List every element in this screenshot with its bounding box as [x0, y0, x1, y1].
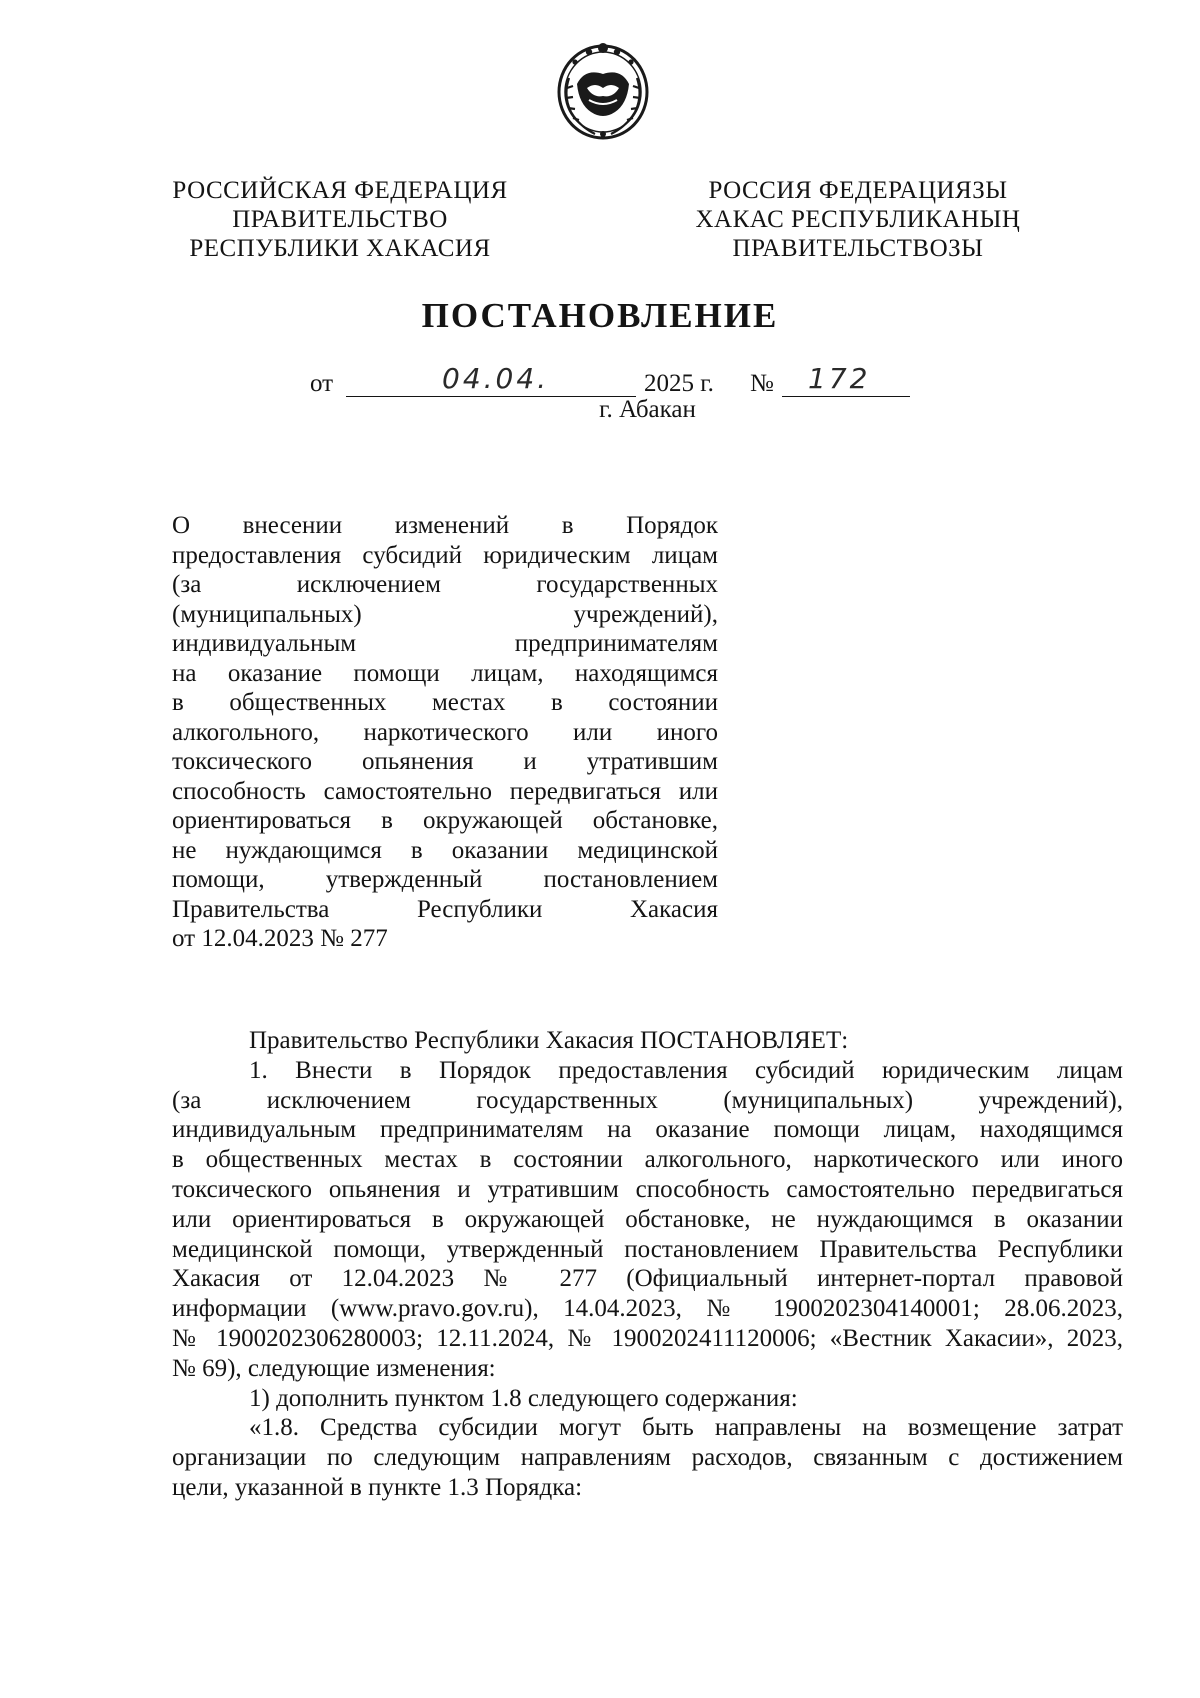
body-line: в общественных местах в состоянии алкогольного, наркотического или иного [172, 1146, 1123, 1174]
body-line: (за исключением государственных (муниципальных) учреждений), [172, 1086, 1123, 1114]
header-left-line: РЕСПУБЛИКИ ХАКАСИЯ [189, 235, 491, 262]
from-label: от [310, 370, 334, 397]
body-line: организации по следующим направлениям расходов, связанным с достижением [172, 1444, 1123, 1472]
date-number-line [310, 362, 910, 400]
title-line: алкогольного, наркотического или иного [172, 718, 718, 746]
body-line: информации (www.pravo.gov.ru), 14.04.2023, № 1900202304140001; 28.06.2023, [172, 1295, 1123, 1323]
coat-of-arms-emblem [555, 38, 651, 142]
title-line: от 12.04.2023 № 277 [172, 925, 388, 952]
title-line: способность самостоятельно передвигаться или [172, 777, 718, 805]
title-line: (за исключением государственных [172, 571, 718, 598]
body-line: цели, указанной в пункте 1.3 Порядка: [172, 1473, 583, 1501]
title-line: на оказание помощи лицам, находящимся [172, 659, 718, 687]
body-line: «1.8. Средства субсидии могут быть направлены на возмещение затрат [249, 1414, 1123, 1442]
body-line: медицинской помощи, утвержденный постановлением Правительства Республики [172, 1235, 1123, 1263]
document-subject-title [172, 511, 718, 954]
document-type-title: ПОСТАНОВЛЕНИЕ [421, 296, 779, 335]
title-line: Правительства Республики Хакасия [172, 895, 718, 923]
header-left-russian [160, 176, 520, 263]
title-line: в общественных местах в состоянии [172, 689, 718, 716]
body-line: или ориентироваться в окружающей обстановке, не нуждающимся в оказании [172, 1205, 1123, 1233]
header-right-line: РОССИЯ ФЕДЕРАЦИЯЗЫ [708, 177, 1008, 204]
body-line: токсического опьянения и утратившим способность самостоятельно передвигаться [172, 1175, 1123, 1203]
title-line: индивидуальным предпринимателям [172, 630, 718, 657]
number-label: № [750, 370, 774, 397]
document-body [172, 1026, 1123, 1503]
header-left-line: РОССИЙСКАЯ ФЕДЕРАЦИЯ [172, 177, 508, 204]
title-line: предоставления субсидий юридическим лицам [172, 541, 718, 569]
title-line: токсического опьянения и утратившим [172, 748, 718, 775]
header-left-line: ПРАВИТЕЛЬСТВО [232, 206, 448, 233]
title-line: ориентироваться в окружающей обстановке, [172, 807, 718, 834]
body-line: № 1900202306280003; 12.11.2024, № 1900202411120006; «Вестник Хакасии», 2023, [172, 1324, 1123, 1352]
title-line: О внесении изменений в Порядок [172, 512, 718, 539]
body-line: № 69), следующие изменения: [172, 1354, 496, 1382]
body-line: 1. Внести в Порядок предоставления субсидий юридическим лицам [249, 1056, 1123, 1084]
title-line: не нуждающимся в оказании медицинской [172, 836, 718, 864]
body-line: Правительство Республики Хакасия ПОСТАНОВЛЯЕТ: [249, 1027, 849, 1054]
body-line: 1) дополнить пунктом 1.8 следующего содержания: [249, 1384, 798, 1412]
title-line: (муниципальных) учреждений), [172, 600, 718, 628]
header-right-khakas [678, 176, 1038, 263]
year-label: 2025 г. [644, 370, 714, 397]
handwritten-date: 04.04. [442, 362, 550, 395]
title-line: помощи, утвержденный постановлением [172, 866, 718, 893]
body-line: Хакасия от 12.04.2023 № 277 (Официальный интернет-портал правовой [172, 1265, 1123, 1293]
header-right-line: ПРАВИТЕЛЬСТВОЗЫ [732, 235, 984, 262]
body-line: индивидуальным предпринимателям на оказание помощи лицам, находящимся [172, 1116, 1123, 1144]
handwritten-number: 172 [808, 362, 871, 395]
city-name: г. Абакан [599, 396, 696, 423]
header-right-line: ХАКАС РЕСПУБЛИКАНЫҢ [695, 206, 1021, 233]
